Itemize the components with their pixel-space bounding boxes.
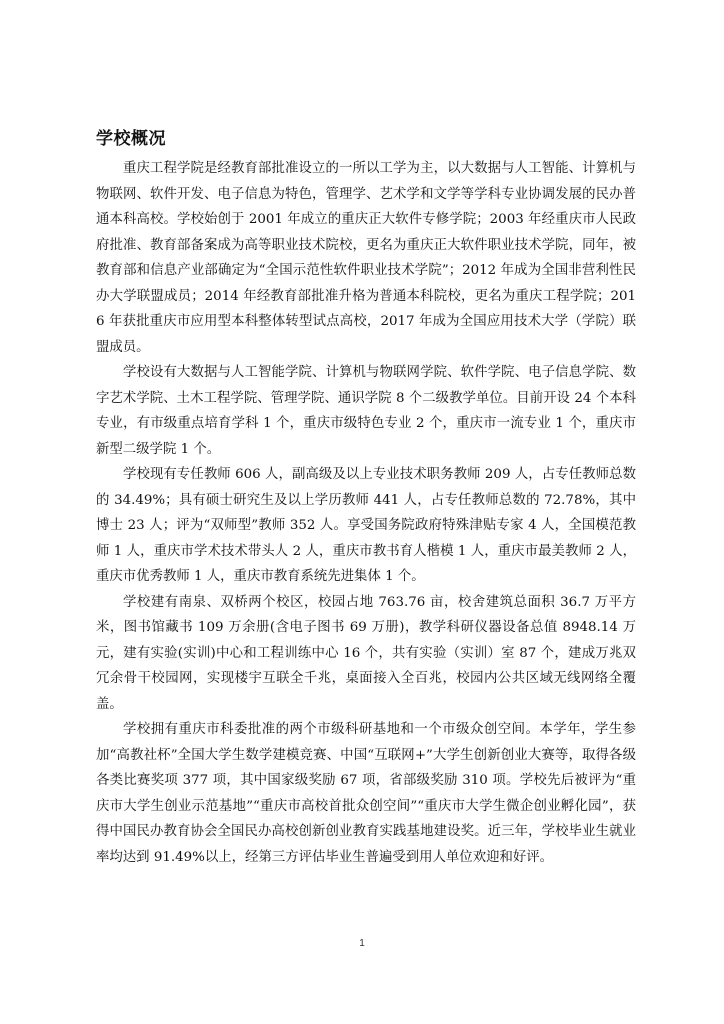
paragraph-overview: 重庆工程学院是经教育部批准设立的一所以工学为主，以大数据与人工智能、计算机与物联网、软件开发、电子信息为特色，管理学、艺术学和文学等学科专业协调发展的民办普通本科高校。学校始创于 2001 年成立的重庆正大软件专修学院；2003 年经重庆市人民政府批准、教育部备案成为高等职业技术院校，更名为重庆正大软件职业技术学院，同年，被教育部和信息产业部确定为“全国示范性软件职业技术学院”；2012 年成为全国非营利性民办大学联盟成员；2014 年经教育部批准升格为普通本科院校，更名为重庆工程学院；2016 年获批重庆市应用型本科整体转型试点高校，2017 年成为全国应用技术大学（学院）联盟成员。	[96, 161, 636, 355]
page-number: 1	[359, 938, 365, 949]
section-heading: 学校概况	[96, 129, 166, 149]
paragraph-faculty: 学校现有专任教师 606 人，副高级及以上专业技术职务教师 209 人，占专任教师总数的 34.49%；具有硕士研究生及以上学历教师 441 人，占专任教师总数的 72.78%，其中博士 23 人；评为“双师型”教师 352 人。享受国务院政府特殊津贴专家 4 人，全国模范教师 1 人，重庆市学术技术带头人 2 人，重庆市教书育人楷模 1 人，重庆市最美教师 2 人，重庆市优秀教师 1 人，重庆市教育系统先进集体 1 个。	[96, 467, 636, 584]
paragraph-achievements: 学校拥有重庆市科委批准的两个市级科研基地和一个市级众创空间。本学年，学生参加“高教社杯”全国大学生数学建模竞赛、中国“互联网+”大学生创新创业大赛等，取得各级各类比赛奖项 377 项，其中国家级奖励 67 项，省部级奖励 310 项。学校先后被评为“重庆市大学生创业示范基地”“重庆市高校首批众创空间”“重庆市大学生微企创业孵化园”，获得中国民办教育协会全国民办高校创新创业教育实践基地建设奖。近三年，学校毕业生就业率均达到 91.49%以上，经第三方评估毕业生普遍受到用人单位欢迎和好评。	[96, 722, 636, 865]
paragraph-campus: 学校建有南泉、双桥两个校区，校园占地 763.76 亩，校舍建筑总面积 36.7 万平方米，图书馆藏书 109 万余册(含电子图书 69 万册)，教学科研仪器设备总值 8948.14 万元，建有实验(实训)中心和工程训练中心 16 个，共有实验（实训）室 87 个，建成万兆双冗余骨干校园网，实现楼宇互联全千兆，桌面接入全百兆，校园内公共区域无线网络全覆盖。	[96, 594, 636, 712]
document-body	[96, 126, 636, 870]
paragraph-colleges: 学校设有大数据与人工智能学院、计算机与物联网学院、软件学院、电子信息学院、数字艺术学院、土木工程学院、管理学院、通识学院 8 个二级教学单位。目前开设 24 个本科专业，有市级重点培育学科 1 个，重庆市级特色专业 2 个，重庆市一流专业 1 个，重庆市新型二级学院 1 个。	[96, 365, 636, 457]
